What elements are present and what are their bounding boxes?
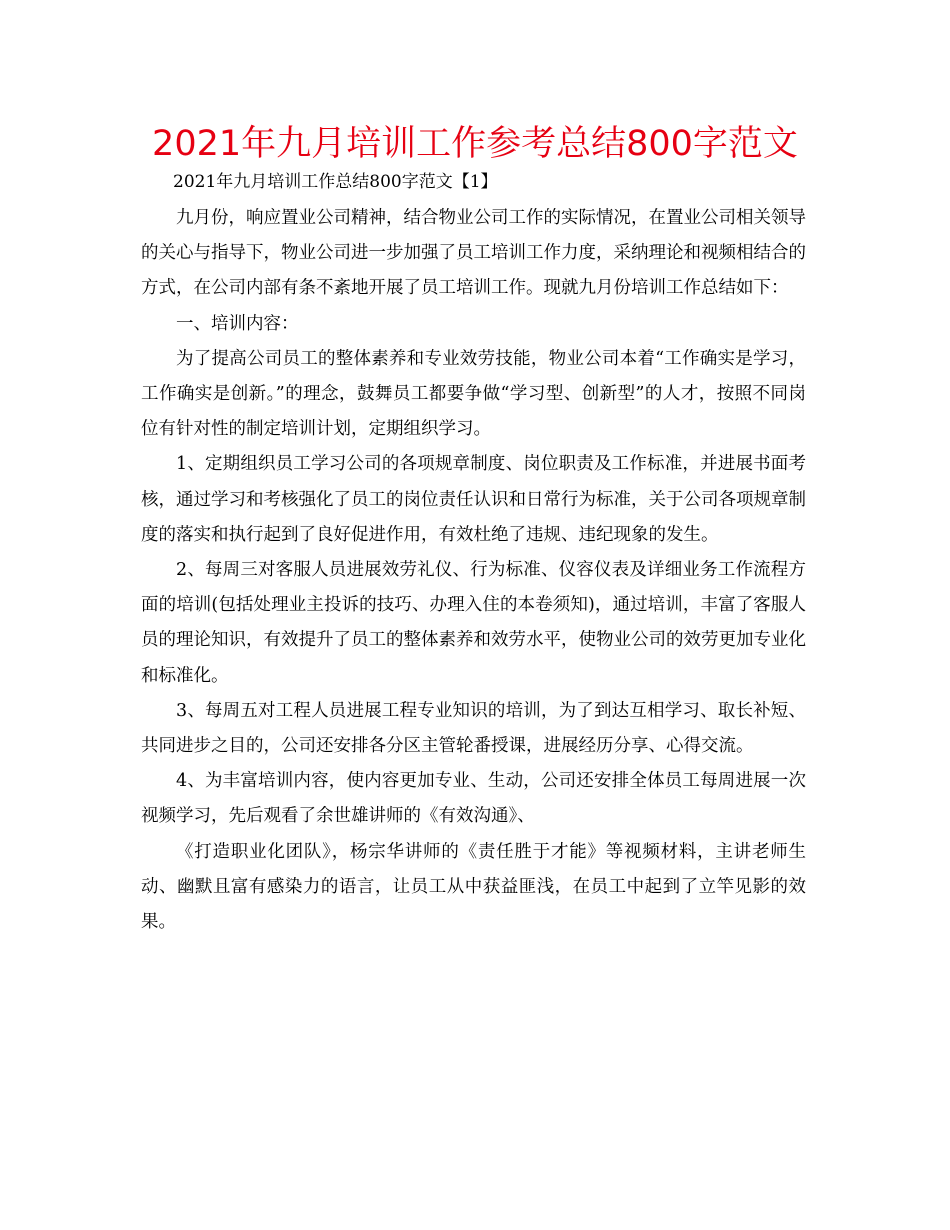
document-title: 2021年九月培训工作参考总结800字范文 bbox=[152, 124, 798, 164]
paragraph-intro: 九月份，响应置业公司精神，结合物业公司工作的实际情况，在置业公司相关领导的关心与指导下，物业公司进一步加强了员工培训工作力度，采纳理论和视频相结合的方式，在公司内部有条不紊地开展了员工培训工作。现就九月份培训工作总结如下： bbox=[141, 208, 806, 299]
paragraph-item-1: 1、定期组织员工学习公司的各项规章制度、岗位职责及工作标准，并进展书面考核，通过学习和考核强化了员工的岗位责任认识和日常行为标准，关于公司各项规章制度的落实和执行起到了良好促进作用，有效杜绝了违规、违纪现象的发生。 bbox=[141, 454, 806, 545]
paragraph-training-goal: 为了提高公司员工的整体素养和专业效劳技能，物业公司本着“工作确实是学习，工作确实是创新。”的理念，鼓舞员工都要争做“学习型、创新型”的人才，按照不同岗位有针对性的制定培训计划，定期组织学习。 bbox=[141, 348, 806, 440]
paragraph-item-3: 3、每周五对工程人员进展工程专业知识的培训，为了到达互相学习、取长补短、共同进步之目的，公司还安排各分区主管轮番授课，进展经历分享、心得交流。 bbox=[141, 700, 806, 757]
document-subtitle: 2021年九月培训工作总结800字范文【1】 bbox=[173, 172, 498, 192]
document-body bbox=[141, 201, 806, 940]
paragraph-item-4-continued: 《打造职业化团队》，杨宗华讲师的《责任胜于才能》等视频材料，主讲老师生动、幽默且富有感染力的语言，让员工从中获益匪浅，在员工中起到了立竿见影的效果。 bbox=[141, 841, 806, 933]
paragraph-item-4: 4、为丰富培训内容，使内容更加专业、生动，公司还安排全体员工每周进展一次视频学习，先后观看了余世雄讲师的《有效沟通》、 bbox=[141, 771, 806, 827]
paragraph-item-2: 2、每周三对客服人员进展效劳礼仪、行为标准、仪容仪表及详细业务工作流程方面的培训(包括处理业主投诉的技巧、办理入住的本卷须知)，通过培训，丰富了客服人员的理论知识，有效提升了员工的整体素养和效劳水平，使物业公司的效劳更加专业化和标准化。 bbox=[141, 560, 806, 686]
section-heading-training-content: 一、培训内容： bbox=[176, 313, 299, 334]
